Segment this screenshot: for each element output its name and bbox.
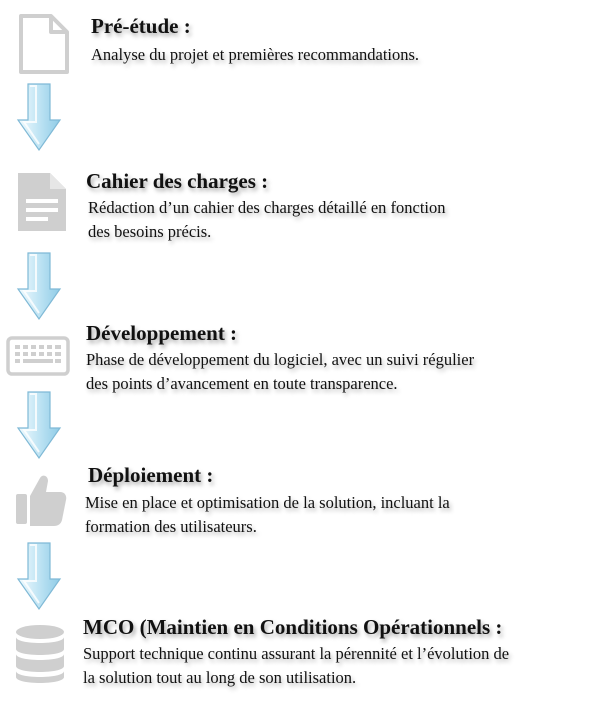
document-text-icon bbox=[15, 171, 69, 233]
step-description bbox=[86, 348, 474, 396]
database-icon bbox=[13, 623, 67, 685]
step-mco bbox=[0, 610, 610, 710]
desc-line: formation des utilisateurs. bbox=[85, 517, 257, 536]
step-developpement bbox=[0, 316, 610, 396]
step-description bbox=[91, 43, 419, 67]
arrow-down-icon bbox=[16, 390, 62, 460]
step-title: Cahier des charges : bbox=[86, 169, 269, 193]
document-outline-icon bbox=[17, 13, 71, 75]
desc-line: Analyse du projet et premières recommandations. bbox=[91, 45, 420, 64]
arrow-down-icon bbox=[16, 251, 62, 321]
desc-line: des points d’avancement en toute transparence. bbox=[86, 374, 398, 393]
step-description bbox=[88, 196, 446, 244]
desc-line: Support technique continu assurant la pérennité et l’évolution de bbox=[83, 644, 510, 663]
step-cahier-des-charges bbox=[0, 160, 610, 250]
step-title: Pré-étude : bbox=[91, 14, 191, 38]
keyboard-icon bbox=[6, 336, 70, 376]
step-title: Déploiement : bbox=[88, 463, 214, 487]
desc-line: la solution tout au long de son utilisation. bbox=[83, 668, 357, 687]
step-pre-etude bbox=[0, 0, 610, 80]
desc-line: des besoins précis. bbox=[88, 222, 212, 241]
thumbs-up-icon bbox=[14, 472, 68, 528]
arrow-down-icon bbox=[16, 82, 62, 152]
step-title: MCO (Maintien en Conditions Opérationnels : bbox=[83, 615, 503, 639]
desc-line: Rédaction d’un cahier des charges détaillé en fonction bbox=[88, 198, 446, 217]
arrow-down-icon bbox=[16, 541, 62, 611]
desc-line: Phase de développement du logiciel, avec un suivi régulier bbox=[86, 350, 475, 369]
step-deploiement bbox=[0, 460, 610, 540]
desc-line: Mise en place et optimisation de la solution, incluant la bbox=[85, 493, 450, 512]
step-description bbox=[85, 491, 450, 539]
step-title: Développement : bbox=[86, 321, 238, 345]
step-description bbox=[83, 642, 509, 690]
